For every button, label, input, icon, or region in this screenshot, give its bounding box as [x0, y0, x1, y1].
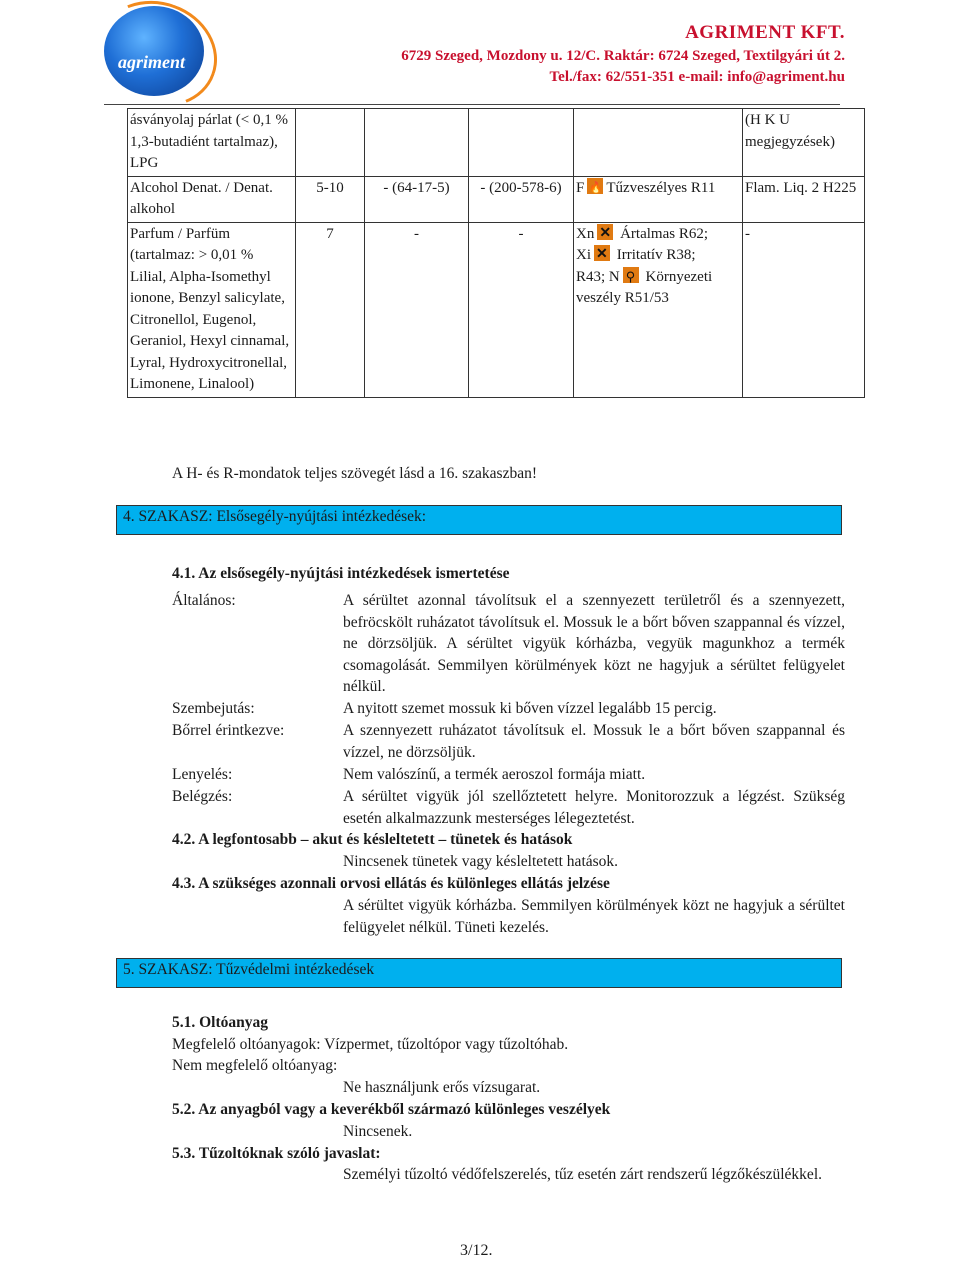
table-cell: (H K U megjegyzések)	[743, 109, 865, 177]
class-xi-text: Irritatív R38;	[616, 247, 696, 263]
table-cell	[574, 222, 743, 397]
table-row	[128, 222, 865, 397]
composition-table	[127, 108, 865, 398]
inhale-label: Belégzés:	[172, 788, 233, 805]
flame-icon	[587, 178, 603, 194]
class-prefix: F	[576, 179, 585, 196]
unsuitable-label: Nem megfelelő oltóanyag:	[172, 1057, 338, 1074]
general-text: A sérültet azonnal távolítsuk el a szennyezett területről és a szennyezett, befröcskölt ruházatot távolítsuk el. Mossuk le a bőrt bőven szappannal és vízzel, ne dörzsöljük. A sérültet vigyük kórházba, vegyük magunkhoz a termék csomagolását. Semmilyen körülmények közt ne hagyjuk a sérültet felügyelet nélkül.	[343, 592, 845, 695]
table-cell: -	[365, 222, 469, 397]
table-cell: 5-10	[296, 176, 365, 222]
table-cell	[574, 176, 743, 222]
table-cell	[296, 109, 365, 177]
eye-text: A nyitott szemet mossuk ki bőven vízzel legalább 15 percig.	[343, 700, 717, 717]
class-n-text: Környezeti veszély R51/53	[576, 268, 713, 306]
skin-label: Bőrrel érintkezve:	[172, 722, 285, 739]
class-xn: Xn	[576, 225, 595, 242]
company-contact: Tel./fax: 62/551-351 e-mail: info@agriment.hu	[549, 69, 845, 85]
table-cell: - (64-17-5)	[365, 176, 469, 222]
table-cell: -	[743, 222, 865, 397]
eye-label: Szembejutás:	[172, 700, 255, 717]
header-divider	[104, 104, 840, 105]
section-5-heading: 5. SZAKASZ: Tűzvédelmi intézkedések	[116, 958, 842, 988]
table-cell	[469, 109, 574, 177]
table-cell	[574, 109, 743, 177]
subsection-4-1: 4.1. Az elsősegély-nyújtási intézkedések ismertetése	[172, 565, 510, 582]
irritant-x-icon	[594, 245, 610, 261]
subsection-4-2: 4.2. A legfontosabb – akut és késleltetett – tünetek és hatások	[172, 831, 573, 848]
swallow-label: Lenyelés:	[172, 766, 233, 783]
environment-hazard-icon	[623, 267, 639, 283]
class-n: R43; N	[576, 268, 620, 285]
unsuitable-text: Ne használjunk erős vízsugarat.	[343, 1079, 541, 1096]
subsection-4-3: 4.3. A szükséges azonnali orvosi ellátás és különleges ellátás jelzése	[172, 875, 610, 892]
page-number: 3/12.	[460, 1242, 493, 1259]
general-label: Általános:	[172, 592, 236, 609]
subsection-5-2-text: Nincsenek.	[343, 1123, 413, 1140]
suitable-media: Megfelelő oltóanyagok: Vízpermet, tűzoltópor vagy tűzoltóhab.	[172, 1036, 569, 1053]
harmful-x-icon	[597, 224, 613, 240]
subsection-5-2: 5.2. Az anyagból vagy a keverékből származó különleges veszélyek	[172, 1101, 611, 1118]
company-name: AGRIMENT KFT.	[685, 22, 845, 43]
class-xi: Xi	[576, 247, 591, 263]
subsection-4-3-text: A sérültet vigyük kórházba. Semmilyen körülmények közt ne hagyjuk a sérültet felügyelet nélkül. Tüneti kezelés.	[343, 897, 845, 936]
class-xn-text: Ártalmas R62;	[620, 225, 708, 242]
skin-text: A szennyezett ruházatot távolítsuk el. Mossuk le a bőrt bőven szappannal és vízzel, ne dörzsöljük.	[343, 722, 845, 761]
section-4-heading: 4. SZAKASZ: Elsősegély-nyújtási intézkedések:	[116, 505, 842, 535]
class-text: Tűzveszélyes R11	[606, 179, 716, 196]
table-cell	[365, 109, 469, 177]
table-row	[128, 176, 865, 222]
table-cell: ásványolaj párlat (< 0,1 % 1,3-butadiént tartalmaz), LPG	[128, 109, 296, 177]
inhale-text: A sérültet vigyük jól szellőztetett helyre. Monitorozzuk a légzést. Szükség esetén alkalmazzunk mesterséges lélegeztetést.	[343, 788, 845, 827]
table-cell: Parfum / Parfüm (tartalmaz: > 0,01 % Lilial, Alpha-Isomethyl ionone, Benzyl salicylate, Citronellol, Eugenol, Geraniol, Hexyl cinnamal, Lyral, Hydroxycitronellal, Limonene, Linalool)	[128, 222, 296, 397]
company-logo	[104, 6, 204, 96]
subsection-5-1: 5.1. Oltóanyag	[172, 1014, 269, 1031]
subsection-4-2-text: Nincsenek tünetek vagy késleltetett hatások.	[343, 853, 619, 870]
note-text: A H- és R-mondatok teljes szövegét lásd a 16. szakaszban!	[172, 465, 538, 482]
swallow-text: Nem valószínű, a termék aeroszol formája miatt.	[343, 766, 646, 783]
table-cell: Flam. Liq. 2 H225	[743, 176, 865, 222]
table-cell: Alcohol Denat. / Denat. alkohol	[128, 176, 296, 222]
table-row	[128, 109, 865, 177]
subsection-5-3-text: Személyi tűzoltó védőfelszerelés, tűz esetén zárt rendszerű légzőkészülékkel.	[343, 1166, 822, 1183]
table-cell: -	[469, 222, 574, 397]
company-address: 6729 Szeged, Mozdony u. 12/C. Raktár: 6724 Szeged, Textilgyári út 2.	[401, 48, 845, 64]
logo-text: agriment	[118, 52, 186, 72]
table-cell: - (200-578-6)	[469, 176, 574, 222]
subsection-5-3: 5.3. Tűzoltóknak szóló javaslat:	[172, 1145, 381, 1162]
table-cell: 7	[296, 222, 365, 397]
